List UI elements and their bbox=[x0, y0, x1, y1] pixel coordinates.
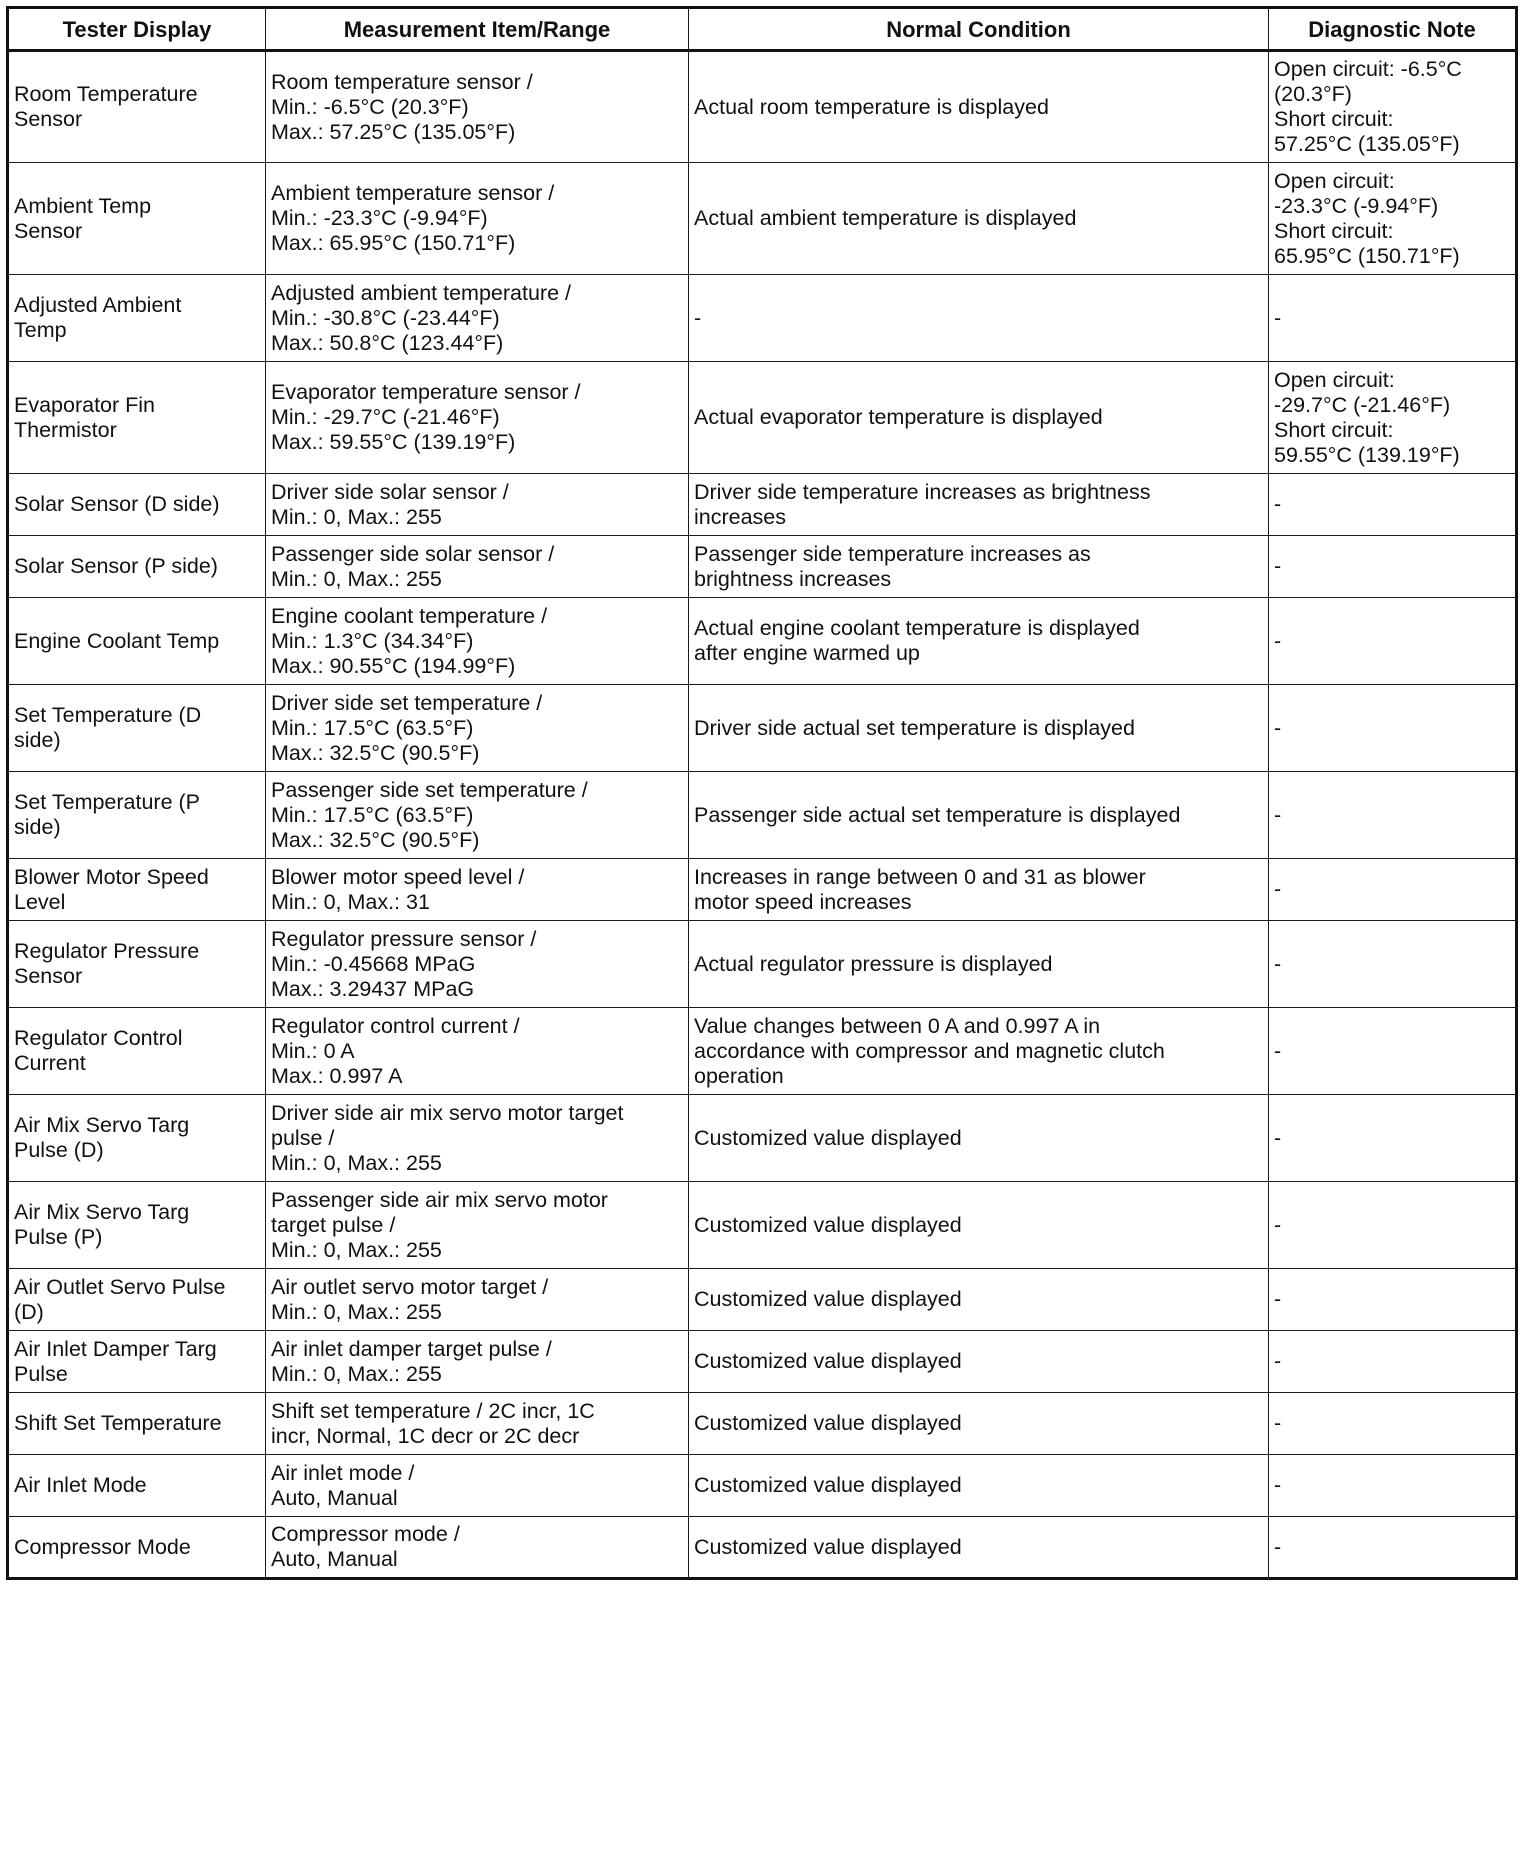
cell-measurement-item: Passenger side set temperature / Min.: 17.5°C (63.5°F) Max.: 32.5°C (90.5°F) bbox=[266, 772, 689, 859]
table-row bbox=[8, 1331, 1517, 1393]
cell-diagnostic-note: Open circuit: -29.7°C (-21.46°F) Short circuit: 59.55°C (139.19°F) bbox=[1269, 362, 1517, 474]
cell-tester-display: Set Temperature (D side) bbox=[8, 685, 266, 772]
table-row bbox=[8, 1269, 1517, 1331]
cell-tester-display: Air Inlet Damper Targ Pulse bbox=[8, 1331, 266, 1393]
cell-measurement-item: Blower motor speed level / Min.: 0, Max.: 31 bbox=[266, 859, 689, 921]
cell-diagnostic-note: - bbox=[1269, 275, 1517, 362]
cell-measurement-item: Adjusted ambient temperature / Min.: -30.8°C (-23.44°F) Max.: 50.8°C (123.44°F) bbox=[266, 275, 689, 362]
cell-tester-display: Regulator Pressure Sensor bbox=[8, 921, 266, 1008]
header-tester-display: Tester Display bbox=[8, 8, 266, 51]
cell-tester-display: Shift Set Temperature bbox=[8, 1393, 266, 1455]
table-row bbox=[8, 1182, 1517, 1269]
cell-normal-condition: Actual ambient temperature is displayed bbox=[689, 163, 1269, 275]
header-normal-condition: Normal Condition bbox=[689, 8, 1269, 51]
cell-measurement-item: Passenger side air mix servo motor target pulse / Min.: 0, Max.: 255 bbox=[266, 1182, 689, 1269]
cell-normal-condition: Increases in range between 0 and 31 as blower motor speed increases bbox=[689, 859, 1269, 921]
table-row bbox=[8, 921, 1517, 1008]
table-row bbox=[8, 685, 1517, 772]
cell-diagnostic-note: - bbox=[1269, 859, 1517, 921]
cell-measurement-item: Driver side air mix servo motor target pulse / Min.: 0, Max.: 255 bbox=[266, 1095, 689, 1182]
cell-measurement-item: Driver side solar sensor / Min.: 0, Max.: 255 bbox=[266, 474, 689, 536]
cell-measurement-item: Compressor mode / Auto, Manual bbox=[266, 1517, 689, 1579]
cell-diagnostic-note: Open circuit: -6.5°C (20.3°F) Short circuit: 57.25°C (135.05°F) bbox=[1269, 51, 1517, 163]
cell-tester-display: Engine Coolant Temp bbox=[8, 598, 266, 685]
cell-normal-condition: Actual regulator pressure is displayed bbox=[689, 921, 1269, 1008]
table-row bbox=[8, 1393, 1517, 1455]
cell-measurement-item: Air inlet mode / Auto, Manual bbox=[266, 1455, 689, 1517]
cell-tester-display: Compressor Mode bbox=[8, 1517, 266, 1579]
table-row bbox=[8, 1517, 1517, 1579]
cell-diagnostic-note: - bbox=[1269, 598, 1517, 685]
table-row bbox=[8, 163, 1517, 275]
cell-tester-display: Ambient Temp Sensor bbox=[8, 163, 266, 275]
cell-normal-condition: Customized value displayed bbox=[689, 1393, 1269, 1455]
cell-normal-condition: Passenger side temperature increases as brightness increases bbox=[689, 536, 1269, 598]
table-row bbox=[8, 536, 1517, 598]
cell-tester-display: Room Temperature Sensor bbox=[8, 51, 266, 163]
cell-tester-display: Adjusted Ambient Temp bbox=[8, 275, 266, 362]
cell-normal-condition: Actual engine coolant temperature is displayed after engine warmed up bbox=[689, 598, 1269, 685]
cell-diagnostic-note: - bbox=[1269, 772, 1517, 859]
table-row bbox=[8, 598, 1517, 685]
cell-measurement-item: Shift set temperature / 2C incr, 1C incr, Normal, 1C decr or 2C decr bbox=[266, 1393, 689, 1455]
cell-diagnostic-note: - bbox=[1269, 474, 1517, 536]
table-row bbox=[8, 362, 1517, 474]
cell-normal-condition: Customized value displayed bbox=[689, 1517, 1269, 1579]
table-row bbox=[8, 275, 1517, 362]
cell-normal-condition: Actual room temperature is displayed bbox=[689, 51, 1269, 163]
cell-normal-condition: Actual evaporator temperature is displayed bbox=[689, 362, 1269, 474]
cell-diagnostic-note: - bbox=[1269, 1095, 1517, 1182]
table-row bbox=[8, 474, 1517, 536]
table-header bbox=[8, 8, 1517, 51]
cell-tester-display: Evaporator Fin Thermistor bbox=[8, 362, 266, 474]
cell-tester-display: Air Inlet Mode bbox=[8, 1455, 266, 1517]
cell-diagnostic-note: - bbox=[1269, 536, 1517, 598]
cell-tester-display: Set Temperature (P side) bbox=[8, 772, 266, 859]
cell-measurement-item: Air outlet servo motor target / Min.: 0, Max.: 255 bbox=[266, 1269, 689, 1331]
cell-normal-condition: Passenger side actual set temperature is displayed bbox=[689, 772, 1269, 859]
table-body bbox=[8, 51, 1517, 1579]
cell-tester-display: Solar Sensor (P side) bbox=[8, 536, 266, 598]
table-row bbox=[8, 1095, 1517, 1182]
cell-tester-display: Air Mix Servo Targ Pulse (P) bbox=[8, 1182, 266, 1269]
table-row bbox=[8, 859, 1517, 921]
cell-measurement-item: Regulator pressure sensor / Min.: -0.45668 MPaG Max.: 3.29437 MPaG bbox=[266, 921, 689, 1008]
cell-diagnostic-note: - bbox=[1269, 1455, 1517, 1517]
header-diagnostic-note: Diagnostic Note bbox=[1269, 8, 1517, 51]
header-row bbox=[8, 8, 1517, 51]
cell-normal-condition: Customized value displayed bbox=[689, 1095, 1269, 1182]
cell-diagnostic-note: - bbox=[1269, 1008, 1517, 1095]
cell-measurement-item: Regulator control current / Min.: 0 A Max.: 0.997 A bbox=[266, 1008, 689, 1095]
cell-normal-condition: Customized value displayed bbox=[689, 1182, 1269, 1269]
table-row bbox=[8, 1008, 1517, 1095]
table-row bbox=[8, 51, 1517, 163]
table-row bbox=[8, 1455, 1517, 1517]
diagnostic-data-table bbox=[6, 6, 1518, 1580]
table-row bbox=[8, 772, 1517, 859]
cell-diagnostic-note: - bbox=[1269, 1182, 1517, 1269]
cell-measurement-item: Passenger side solar sensor / Min.: 0, Max.: 255 bbox=[266, 536, 689, 598]
cell-diagnostic-note: - bbox=[1269, 921, 1517, 1008]
cell-measurement-item: Room temperature sensor / Min.: -6.5°C (20.3°F) Max.: 57.25°C (135.05°F) bbox=[266, 51, 689, 163]
cell-diagnostic-note: - bbox=[1269, 1517, 1517, 1579]
cell-tester-display: Blower Motor Speed Level bbox=[8, 859, 266, 921]
cell-measurement-item: Evaporator temperature sensor / Min.: -29.7°C (-21.46°F) Max.: 59.55°C (139.19°F) bbox=[266, 362, 689, 474]
header-measurement-item: Measurement Item/Range bbox=[266, 8, 689, 51]
cell-diagnostic-note: - bbox=[1269, 1269, 1517, 1331]
cell-tester-display: Air Outlet Servo Pulse (D) bbox=[8, 1269, 266, 1331]
cell-normal-condition: Customized value displayed bbox=[689, 1455, 1269, 1517]
cell-tester-display: Solar Sensor (D side) bbox=[8, 474, 266, 536]
cell-measurement-item: Air inlet damper target pulse / Min.: 0, Max.: 255 bbox=[266, 1331, 689, 1393]
cell-measurement-item: Driver side set temperature / Min.: 17.5°C (63.5°F) Max.: 32.5°C (90.5°F) bbox=[266, 685, 689, 772]
cell-diagnostic-note: - bbox=[1269, 685, 1517, 772]
cell-normal-condition: Customized value displayed bbox=[689, 1269, 1269, 1331]
cell-diagnostic-note: - bbox=[1269, 1331, 1517, 1393]
cell-normal-condition: Driver side actual set temperature is displayed bbox=[689, 685, 1269, 772]
cell-measurement-item: Ambient temperature sensor / Min.: -23.3°C (-9.94°F) Max.: 65.95°C (150.71°F) bbox=[266, 163, 689, 275]
cell-tester-display: Air Mix Servo Targ Pulse (D) bbox=[8, 1095, 266, 1182]
cell-normal-condition: Value changes between 0 A and 0.997 A in accordance with compressor and magnetic clutch operation bbox=[689, 1008, 1269, 1095]
cell-tester-display: Regulator Control Current bbox=[8, 1008, 266, 1095]
cell-normal-condition: Customized value displayed bbox=[689, 1331, 1269, 1393]
cell-normal-condition: Driver side temperature increases as brightness increases bbox=[689, 474, 1269, 536]
cell-normal-condition: - bbox=[689, 275, 1269, 362]
cell-measurement-item: Engine coolant temperature / Min.: 1.3°C (34.34°F) Max.: 90.55°C (194.99°F) bbox=[266, 598, 689, 685]
cell-diagnostic-note: Open circuit: -23.3°C (-9.94°F) Short circuit: 65.95°C (150.71°F) bbox=[1269, 163, 1517, 275]
cell-diagnostic-note: - bbox=[1269, 1393, 1517, 1455]
